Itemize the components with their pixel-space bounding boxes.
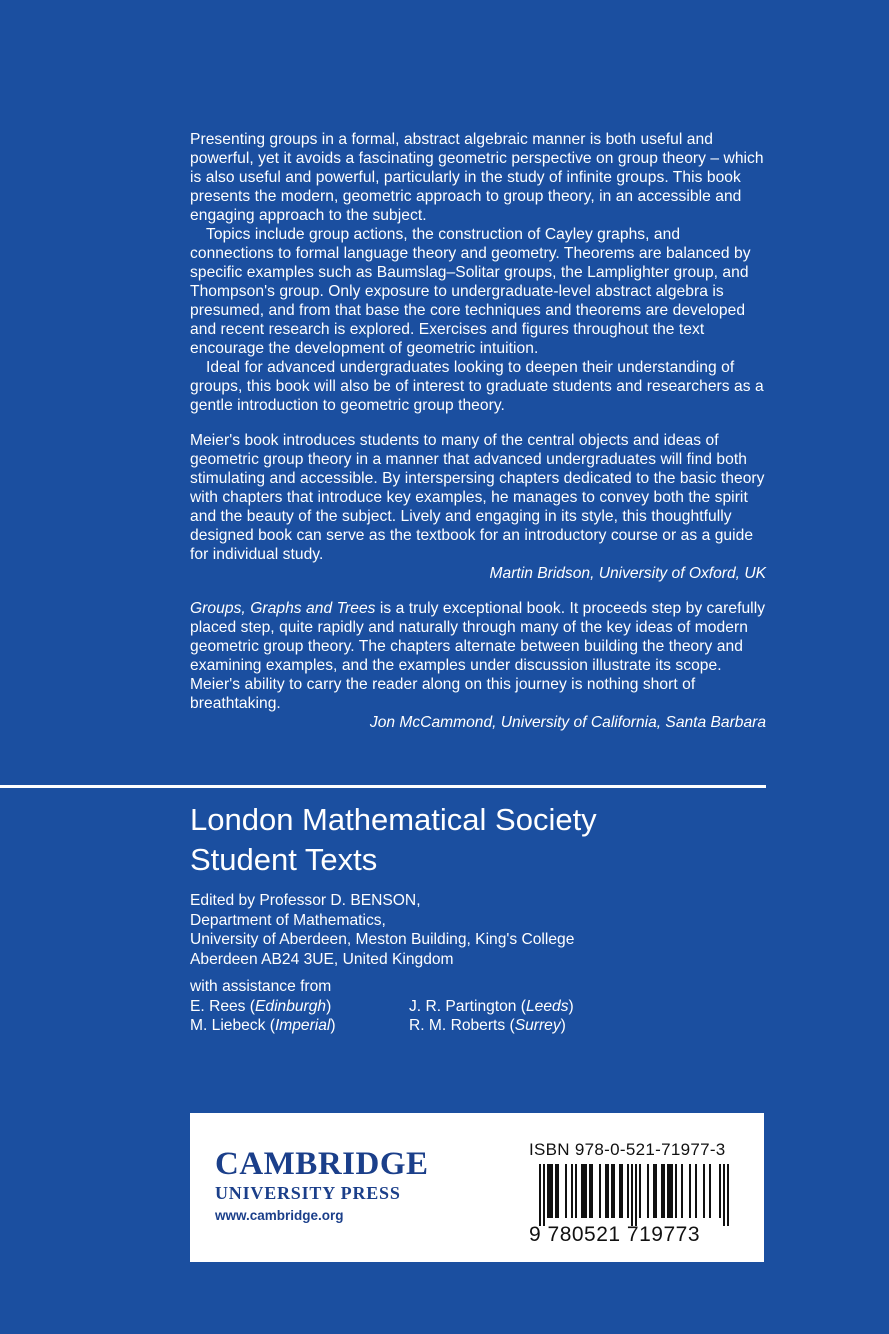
barcode-bar [599,1164,601,1218]
barcode-bar [543,1164,545,1226]
barcode-bar [555,1164,557,1218]
barcode-bar [667,1164,669,1218]
series-title-line-2: Student Texts [190,842,378,877]
barcode-bar [605,1164,607,1218]
barcode-bar [585,1164,587,1218]
editor-line-4: Aberdeen AB24 3UE, United Kingdom [190,950,454,968]
blurb-section [190,130,766,732]
barcode-bar [653,1164,655,1218]
series-title [190,800,597,880]
assistance-list [190,997,610,1036]
assistant-item: R. M. Roberts (Surrey) [409,1017,566,1034]
barcode-bar [631,1164,633,1226]
barcode-bar [611,1164,613,1218]
series-title-line-1: London Mathematical Society [190,802,597,837]
barcode-bar [661,1164,663,1218]
publisher-name: CAMBRIDGE [215,1146,429,1182]
editor-info [190,891,574,969]
assistance-section [190,977,610,1036]
barcode-bar [671,1164,673,1218]
publisher-subname: UNIVERSITY PRESS [215,1183,401,1203]
review-2-text [190,599,766,713]
publisher-barcode-panel [190,1113,764,1262]
barcode-bar [647,1164,649,1218]
barcode-bar [689,1164,691,1218]
review-1-attribution: Martin Bridson, University of Oxford, UK [489,565,766,582]
barcode-bar [571,1164,573,1218]
barcode-bar [581,1164,583,1218]
barcode-bar [547,1164,549,1218]
barcode-bar [675,1164,677,1218]
book-title: Groups, Graphs and Trees [190,600,376,617]
blurb-paragraph-1: Presenting groups in a formal, abstract algebraic manner is both useful and powerful, yet it avoids a fascinating geometric perspective on group theory – which is also useful and powerful, particularly in the study of infinite groups. This book presents the modern, geometric approach to group theory, in an accessible and engaging approach to the subject. [190,131,764,224]
barcode-bar [709,1164,711,1218]
assistant-item: J. R. Partington (Leeds) [409,997,574,1015]
review-1-text: Meier's book introduces students to many of the central objects and ideas of geometric group theory in a manner that advanced undergraduates will find both stimulating and accessible. By interspersing chapters dedicated to the basic theory with chapters that introduce key examples, he manages to convey both the spirit and the beauty of the subject. Lively and engaging in its style, this thoughtfully designed book can serve as the textbook for an introductory course or as a guide for individual study. [190,432,765,563]
barcode-bar [575,1164,577,1218]
barcode-bar [695,1164,697,1218]
barcode-bar [727,1164,729,1226]
barcode-bar [551,1164,553,1218]
blurb-paragraph-2: Topics include group actions, the construction of Cayley graphs, and connections to formal language theory and geometry. Theorems are balanced by specific examples such as Baumslag–Solitar groups, the Lamplighter group, and Thompson's group. Only exposure to undergraduate-level abstract algebra is presumed, and from that base the core techniques and theorems are developed and recent research is explored. Exercises and figures throughout the text encourage the development of geometric intuition. [190,226,751,357]
assistance-intro: with assistance from [190,978,332,995]
barcode-bar [565,1164,567,1218]
barcode-bar [613,1164,615,1218]
isbn-block [529,1140,739,1246]
review-2-body: is a truly exceptional book. It proceeds step by carefully placed step, quite rapidly and naturally through many of the key ideas of modern geometric group theory. The chapters alternate between building the theory and examining examples, and the examples under discussion illustrate its scope. Meier's ability to carry the reader along on this journey is nothing short of breathtaking. [190,600,766,712]
barcode-bar [703,1164,705,1218]
barcode-bar [539,1164,541,1226]
barcode-bar [583,1164,585,1218]
barcode-bar [655,1164,657,1218]
barcode-bar [635,1164,637,1226]
divider-rule [0,785,766,788]
barcode-bar [639,1164,641,1218]
barcode [529,1164,735,1226]
barcode-bar [607,1164,609,1218]
editor-line-3: University of Aberdeen, Meston Building, King's College [190,931,575,948]
barcode-bar [663,1164,665,1218]
blurb-paragraph-3: Ideal for advanced undergraduates looking to deepen their understanding of groups, this book will also be of interest to graduate students and researchers as a gentle introduction to geometric group theory. [190,359,764,414]
publisher-url: www.cambridge.org [215,1208,344,1223]
assistant-item: E. Rees (Edinburgh) [190,997,332,1015]
barcode-bar [557,1164,559,1218]
editor-line-1: Edited by Professor D. BENSON, [190,892,421,909]
editor-line-2: Department of Mathematics, [190,911,386,929]
isbn-digits: 9 780521 719773 [529,1223,700,1246]
barcode-bar [669,1164,671,1218]
barcode-bar [589,1164,591,1218]
review-2-attribution: Jon McCammond, University of California, Santa Barbara [369,714,766,731]
assistant-item: M. Liebeck (Imperial) [190,1017,336,1034]
barcode-bar [723,1164,725,1226]
barcode-bar [619,1164,621,1218]
isbn-label: ISBN 978-0-521-71977-3 [529,1140,726,1159]
barcode-bar [621,1164,623,1218]
barcode-bar [681,1164,683,1218]
barcode-bar [719,1164,721,1218]
barcode-bar [627,1164,629,1218]
barcode-bar [549,1164,551,1218]
publisher-logo [215,1147,429,1225]
barcode-bar [591,1164,593,1218]
